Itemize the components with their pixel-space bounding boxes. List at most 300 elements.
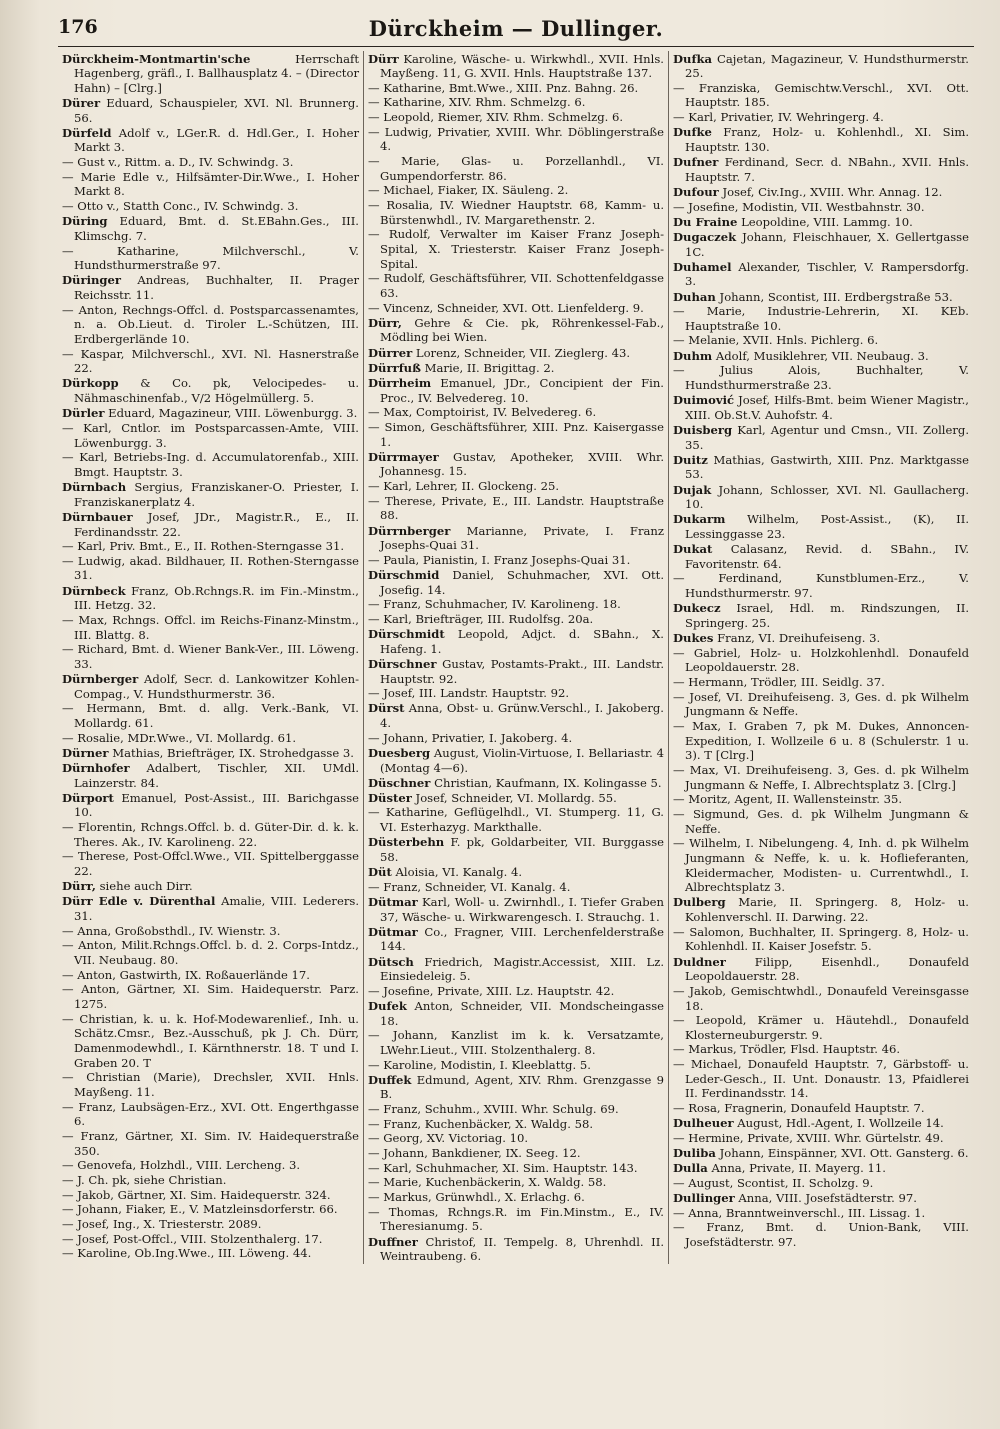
directory-entry [673,955,969,984]
entry-details: — Josefine, Private, XIII. Lz. Hauptstr. 42. [368,983,615,998]
entry-details: Cajetan, Magazineur, V. Hundsthurmerstr. 25. [685,51,969,81]
entry-details: — Ferdinand, Kunstblumen-Erz., V. Hundsthurmerstr. 97. [673,571,969,601]
entry-details: — Jakob, Gemischtwhdl., Donaufeld Vereinsgasse 18. [673,983,969,1013]
entry-surname: Dürkopp [62,376,119,391]
entry-surname: Dürrheim [368,375,432,390]
entry-details: — Josefine, Modistin, VII. Westbahnstr. 30. [673,199,925,214]
directory-entry [62,126,359,155]
entry-surname: Duffner [368,1234,418,1249]
directory-subentry [62,1188,359,1203]
directory-subentry [368,494,664,523]
entry-details: Mathias, Briefträger, IX. Strohedgasse 3. [112,745,354,760]
entry-details: Josef, Schneider, VI. Mollardg. 55. [415,790,617,805]
directory-entry [368,1235,664,1264]
entry-details: Sergius, Franziskaner-O. Priester, I. Franziskanerplatz 4. [74,480,360,509]
entry-details: — Anna, Branntweinverschl., III. Lissag. 1. [673,1205,926,1220]
directory-entry [62,879,359,894]
entry-details: Johann, Schlosser, XVI. Nl. Gaullacherg. 10. [685,482,970,512]
directory-entry [62,791,359,820]
entry-details: — Anton, Gärtner, XI. Sim. Haidequerstr. Parz. 1275. [62,982,359,1011]
entry-details: — Gabriel, Holz- u. Holzkohlenhdl. Donaufeld Leopoldauerstr. 28. [673,645,969,675]
directory-subentry [368,1131,664,1146]
entry-details: Alexander, Tischler, V. Rampersdorfg. 3. [685,259,969,289]
directory-subentry [62,244,359,273]
entry-details: Anna, Private, II. Mayerg. 11. [711,1161,886,1176]
entry-surname: Dürnbeck [62,583,126,598]
entry-details: Marie, II. Brigittag. 2. [424,360,555,375]
entry-details: — Marie, Industrie-Lehrerin, XI. KEb. Hauptstraße 10. [673,304,969,333]
entry-details: — Katharine, XIV. Rhm. Schmelzg. 6. [368,95,586,110]
directory-subentry [62,1129,359,1158]
directory-entry [368,627,664,656]
directory-entry [62,214,359,243]
entry-surname: Duliba [673,1146,716,1161]
entry-details: — Johann, Bankdiener, IX. Seeg. 12. [368,1146,581,1161]
entry-surname: Dürr [368,51,399,66]
entry-details: — Katharine, Geflügelhdl., VI. Stumperg. 11, G. VI. Esterhazyg. Markthalle. [368,805,664,835]
entry-details: — Johann, Fiaker, E., V. Matzleinsdorferstr. 66. [62,1202,338,1217]
entry-details: Co., Fragner, VIII. Lerchenfelderstraße 144. [380,924,664,954]
entry-details: — Franz, Schuhm., XVIII. Whr. Schulg. 69. [368,1102,619,1117]
directory-subentry [62,1012,359,1071]
entry-details: — Markus, Trödler, Flsd. Hauptstr. 46. [673,1042,901,1057]
directory-entry [368,701,664,730]
entry-details: — Josef, VI. Dreihufeiseng. 3, Ges. d. pk Wilhelm Jungmann & Neffe. [673,689,969,719]
entry-details: — Karl, Lehrer, II. Glockeng. 25. [368,479,560,494]
directory-entry [673,512,969,541]
directory-subentry [673,1042,969,1057]
directory-entry [673,125,969,154]
entry-details: Gustav, Apotheker, XVIII. Whr. Johannesg. 15. [380,449,665,479]
entry-details: — Christian, k. u. k. Hof-Modewarenlief., Inh. u. Schätz.Cmsr., Bez.-Ausschuß, pk J. Ch. Dürr, Damenmodewhdl., I. Kärnthnerstr. 18. T und I. Graben 20. T [62,1011,359,1070]
entry-surname: Dürst [368,701,405,716]
entry-details: — Genovefa, Holzhdl., VIII. Lercheng. 3. [62,1158,301,1173]
entry-details: Adolf, Musiklehrer, VII. Neubaug. 3. [715,348,929,363]
directory-entry [62,894,359,923]
entry-details: Wilhelm, Post-Assist., (K), II. Lessinggasse 23. [685,512,970,541]
entry-surname: Dürnbauer [62,509,133,524]
directory-entry [368,746,664,775]
directory-entry [368,925,664,954]
entry-surname: Düt [368,865,392,880]
entry-details: Anton, Schneider, VII. Mondscheingasse 18. [380,999,664,1028]
entry-details: — Anna, Großobsthdl., IV. Wienstr. 3. [62,923,281,938]
directory-entry [368,865,664,880]
entry-details: Leopold, Adjct. d. SBahn., X. Hafeng. 1. [380,627,664,656]
entry-details: — Hermine, Private, XVIII. Whr. Gürtelstr. 49. [673,1130,944,1145]
entry-details: — Franz, Kuchenbäcker, X. Waldg. 58. [368,1116,594,1131]
entry-surname: Dürr, [62,879,96,894]
directory-subentry [62,303,359,347]
entry-surname: Dürr Edle v. Dürenthal [62,894,216,909]
entry-details: Josef, JDr., Magistr.R., E., II. Ferdinandsstr. 22. [74,509,360,539]
directory-entry [673,1191,969,1206]
directory-entry [368,657,664,686]
directory-subentry [62,924,359,939]
directory-subentry [673,81,969,110]
entry-surname: Dürschmid [368,567,440,582]
entry-surname: Dürnhofer [62,761,130,775]
directory-subentry [368,183,664,198]
directory-subentry [673,792,969,807]
directory-entry [368,568,664,597]
directory-entry [368,1073,664,1102]
directory-subentry [368,198,664,227]
entry-surname: Dufek [368,999,407,1013]
entry-surname: Dulheuer [673,1116,734,1131]
entry-details: — Karoline, Modistin, I. Kleeblattg. 5. [368,1057,591,1072]
directory-subentry [368,686,664,701]
directory-subentry [673,1220,969,1249]
directory-subentry [62,642,359,671]
entry-details: — Paula, Pianistin, I. Franz Josephs-Quai 31. [368,552,631,567]
directory-subentry [673,1176,969,1191]
entry-details: — Marie, Glas- u. Porzellanhdl., VI. Gumpendorferstr. 86. [368,154,664,183]
entry-details: — Johann, Privatier, I. Jakoberg. 4. [368,730,573,745]
directory-subentry [673,333,969,348]
directory-subentry [62,613,359,642]
entry-details: Adolf v., LGer.R. d. Hdl.Ger., I. Hoher Markt 3. [74,125,360,155]
entry-details: Andreas, Buchhalter, II. Prager Reichsstr. 11. [74,273,360,302]
entry-details: — Therese, Private, E., III. Landstr. Hauptstraße 88. [368,493,664,523]
entry-details: Johann, Fleischhauer, X. Gellertgasse 1C. [685,229,969,259]
entry-details: — Hermann, Bmt. d. allg. Verk.-Bank, VI. Mollardg. 61. [62,701,359,731]
entry-surname: Duesberg [368,745,431,760]
entry-surname: Dürner [62,745,109,760]
entry-details: — Anton, Milit.Rchngs.Offcl. b. d. 2. Corps-Intdz., VII. Neubaug. 80. [62,938,359,968]
entry-details: — Anton, Gastwirth, IX. Roßauerlände 17. [62,967,310,982]
directory-entry [368,450,664,479]
directory-subentry [62,1173,359,1188]
directory-subentry [62,1070,359,1099]
directory-subentry [673,363,969,392]
directory-entry [673,1146,969,1161]
directory-entry [368,835,664,864]
entry-surname: Dütsch [368,954,414,969]
directory-entry [368,346,664,361]
entry-surname: Dürport [62,790,114,805]
directory-subentry [368,154,664,183]
directory-entry [673,393,969,422]
directory-subentry [368,479,664,494]
directory-subentry [368,1117,664,1132]
directory-subentry [368,1205,664,1234]
entry-details: Franz, VI. Dreihufeiseng. 3. [717,631,881,646]
entry-details: Leopoldine, VIII. Lammg. 10. [741,214,913,229]
directory-subentry [62,554,359,583]
directory-entry [673,453,969,482]
directory-subentry [62,1217,359,1232]
entry-details: — August, Scontist, II. Scholzg. 9. [673,1175,874,1190]
entry-details: — Katharine, Bmt.Wwe., XIII. Pnz. Bahng. 26. [368,80,639,95]
page-header [58,16,974,47]
directory-entry [62,273,359,302]
entry-details: — Michael, Fiaker, IX. Säuleng. 2. [368,183,569,198]
entry-details: August, Violin-Virtuose, I. Bellariastr. 4 (Montag 4—6). [380,745,664,775]
directory-subentry [62,1202,359,1217]
entry-details: Amalie, VIII. Lederers. 31. [74,894,359,924]
directory-subentry [368,81,664,96]
entry-surname: Dukarm [673,512,726,527]
entry-details: — Max, I. Graben 7, pk M. Dukes, Annoncen-Expedition, I. Wollzeile 6 u. 8 (Schulerstr. 1 u. 3). T [Clrg.] [673,719,969,763]
entry-details: Ferdinand, Secr. d. NBahn., XVII. Hnls. Hauptstr. 7. [685,155,970,184]
directory-subentry [673,110,969,125]
entry-surname: Dürckheim-Montmartin'sche [62,51,251,66]
directory-entry [673,423,969,452]
entry-details: — Rosalia, IV. Wiedner Hauptstr. 68, Kamm- u. Bürstenwhdl., IV. Margarethenstr. 2. [368,198,664,227]
entry-details: Christian, Kaufmann, IX. Kolingasse 5. [434,775,662,790]
directory-subentry [368,1161,664,1176]
directory-entry [673,230,969,259]
entry-details: — Katharine, Milchverschl., V. Hundsthurmerstraße 97. [62,243,359,273]
directory-entry [673,483,969,512]
entry-surname: Dukes [673,631,714,646]
entry-details: — Karl, Briefträger, III. Rudolfsg. 20a. [368,611,594,626]
entry-surname: Dulla [673,1161,708,1176]
directory-entry [368,376,664,405]
entry-details: — Rudolf, Geschäftsführer, VII. Schottenfeldgasse 63. [368,271,664,300]
entry-details: Adolf, Secr. d. Lankowitzer Kohlen-Compag., V. Hundsthurmerstr. 36. [74,672,360,701]
directory-subentry [368,731,664,746]
directory-subentry [368,1102,664,1117]
directory-entry [62,96,359,125]
directory-entry [62,584,359,613]
entry-details: Marie, II. Springerg. 8, Holz- u. Kohlenverschl. II. Darwing. 22. [685,895,969,925]
entry-details: — Karl, Priv. Bmt., E., II. Rothen-Sterngasse 31. [62,539,345,554]
directory-entry [62,746,359,761]
entry-details: — Jakob, Gärtner, XI. Sim. Haidequerstr. 324. [62,1187,331,1202]
entry-details: — Franz, Bmt. d. Union-Bank, VIII. Josefstädterstr. 97. [673,1220,969,1249]
entry-surname: Duldner [673,954,726,969]
entry-details: Filipp, Eisenhdl., Donaufeld Leopoldauerstr. 28. [685,954,970,984]
entry-surname: Dulberg [673,895,726,910]
directory-subentry [62,1158,359,1173]
entry-details: — Leopold, Riemer, XIV. Rhm. Schmelzg. 6. [368,110,624,125]
directory-entry [673,895,969,924]
directory-subentry [368,1146,664,1161]
entry-details: Johann, Einspänner, XVI. Ott. Gansterg. 6. [719,1146,969,1161]
directory-subentry [673,719,969,763]
directory-subentry [62,1100,359,1129]
entry-surname: Dürler [62,406,105,421]
entry-surname: Dufour [673,184,719,199]
entry-details: — Christian (Marie), Drechsler, XVII. Hnls. Mayßeng. 11. [62,1070,359,1099]
entry-details: — Michael, Donaufeld Hauptstr. 7, Gärbstoff- u. Leder-Gesch., II. Unt. Donaustr. 13, Pfaidlerei II. Ferdinandsstr. 14. [673,1057,969,1101]
directory-subentry [368,597,664,612]
entry-details: — Leopold, Krämer u. Häutehdl., Donaufeld Klosterneuburgerstr. 9. [673,1013,969,1042]
entry-details: — Rosa, Fragnerin, Donaufeld Hauptstr. 7. [673,1101,925,1116]
entry-details: — Ludwig, Privatier, XVIII. Whr. Döblingerstraße 4. [368,124,664,154]
entry-surname: Duhamel [673,259,732,274]
directory-subentry [673,690,969,719]
entry-details: Karoline, Wäsche- u. Wirkwhdl., XVII. Hnls. Mayßeng. 11, G. XVII. Hnls. Hauptstraße 137. [380,51,664,81]
directory-subentry [368,1028,664,1057]
directory-subentry [368,553,664,568]
directory-entry [673,631,969,646]
directory-entry [673,1161,969,1176]
directory-columns [58,51,974,1264]
entry-details: — J. Ch. pk, siehe Christian. [62,1172,227,1187]
entry-details: siehe auch Dirr. [99,879,193,894]
entry-details: — Max, VI. Dreihufeiseng. 3, Ges. d. pk Wilhelm Jungmann & Neffe, I. Albrechtsplatz 3. [Clrg.] [673,763,969,792]
entry-details: — Thomas, Rchngs.R. im Fin.Minstm., E., IV. Theresianumg. 5. [368,1204,664,1234]
entry-details: — Georg, XV. Victoriag. 10. [368,1131,529,1146]
entry-surname: Duhm [673,348,713,363]
entry-surname: Dukat [673,542,713,557]
directory-entry [62,480,359,509]
entry-details: — Therese, Post-Offcl.Wwe., VII. Spittelberggasse 22. [62,849,359,879]
entry-surname: Dürschmidt [368,627,445,642]
entry-surname: Dürnbach [62,480,127,495]
directory-entry [368,524,664,553]
entry-details: Israel, Hdl. m. Rindszungen, II. Springerg. 25. [685,601,970,630]
directory-subentry [673,1131,969,1146]
directory-subentry [62,938,359,967]
directory-entry [673,1116,969,1131]
entry-surname: Düringer [62,273,122,288]
directory-entry [673,290,969,305]
entry-details: Karl, Woll- u. Zwirnhdl., I. Tiefer Graben 37, Wäsche- u. Wirkwarengesch. I. Strauchg. 1. [380,894,665,924]
entry-surname: Dürer [62,95,101,110]
entry-surname: Düring [62,214,108,229]
entry-details: — Markus, Grünwhdl., X. Erlachg. 6. [368,1190,585,1205]
directory-entry [62,52,359,96]
entry-details: Friedrich, Magistr.Accessist, XIII. Lz. Einsiedeleig. 5. [380,954,665,984]
directory-subentry [368,612,664,627]
directory-subentry [368,880,664,895]
directory-column-3 [668,51,973,1264]
entry-surname: Dürschner [368,656,437,671]
entry-surname: Dujak [673,482,712,497]
entry-details: Marianne, Private, I. Franz Josephs-Quai 31. [380,523,665,553]
entry-surname: Dufner [673,155,719,170]
entry-details: Eduard, Bmt. d. St.EBahn.Ges., III. Klimschg. 7. [74,214,359,243]
entry-details: Gustav, Postamts-Prakt., III. Landstr. Hauptstr. 92. [380,656,665,686]
directory-column-1 [58,51,363,1264]
directory-column-2 [363,51,668,1264]
directory-entry [368,361,664,376]
entry-surname: Dürrfuß [368,360,421,375]
entry-details: Franz, Ob.Rchngs.R. im Fin.-Minstm., III. Hetzg. 32. [74,583,359,613]
directory-entry [368,999,664,1028]
directory-subentry [62,1232,359,1247]
entry-details: — Josef, Post-Offcl., VIII. Stolzenthalerg. 17. [62,1231,323,1246]
entry-surname: Duffek [368,1072,412,1087]
entry-details: — Franziska, Gemischtw.Verschl., XVI. Ott. Hauptstr. 185. [673,80,969,110]
entry-details: Josef, Hilfs-Bmt. beim Wiener Magistr., XIII. Ob.St.V. Auhofstr. 4. [685,393,969,422]
entry-details: Aloisia, VI. Kanalg. 4. [395,865,523,880]
directory-entry [673,155,969,184]
directory-entry [62,672,359,701]
entry-details: — Sigmund, Ges. d. pk Wilhelm Jungmann & Neffe. [673,806,969,836]
entry-details: Anna, VIII. Josefstädterstr. 97. [738,1191,917,1206]
entry-details: — Karl, Cntlor. im Postsparcassen-Amte, VIII. Löwenburgg. 3. [62,420,359,450]
entry-details: — Otto v., Statth Conc., IV. Schwindg. 3. [62,199,299,214]
directory-subentry [673,571,969,600]
entry-details: — Franz, Laubsägen-Erz., XVI. Ott. Engerthgasse 6. [62,1099,359,1129]
entry-details: — Josef, III. Landstr. Hauptstr. 92. [368,686,570,701]
entry-surname: Du Fraine [673,214,738,229]
entry-details: — Marie, Kuchenbäckerin, X. Waldg. 58. [368,1175,607,1190]
directory-entry [62,510,359,539]
directory-subentry [368,420,664,449]
directory-subentry [368,984,664,999]
directory-entry [673,542,969,571]
entry-details: August, Hdl.-Agent, I. Wollzeile 14. [737,1116,944,1131]
entry-details: — Richard, Bmt. d. Wiener Bank-Ver., III. Löweng. 33. [62,642,359,671]
running-title: Dürckheim — Dullinger. [368,16,664,41]
directory-subentry [673,807,969,836]
entry-surname: Dürrnberger [368,523,451,538]
directory-subentry [673,304,969,333]
entry-surname: Duisberg [673,422,733,437]
directory-entry [62,761,359,790]
entry-details: — Melanie, XVII. Hnls. Pichlerg. 6. [673,333,879,348]
directory-subentry [62,450,359,479]
entry-details: Herrschaft Hagenberg, gräfl., I. Ballhausplatz 4. – (Director Hahn) – [Clrg.] [74,51,359,95]
directory-subentry [673,1057,969,1101]
directory-entry [368,316,664,345]
entry-details: — Kaspar, Milchverschl., XVI. Nl. Hasnerstraße 22. [62,346,359,376]
directory-subentry [673,1206,969,1221]
directory-subentry [673,984,969,1013]
entry-details: Franz, Holz- u. Kohlenhdl., XI. Sim. Hauptstr. 130. [685,125,970,154]
entry-surname: Duimović [673,393,735,408]
directory-subentry [368,1190,664,1205]
entry-details: Anna, Obst- u. Grünw.Verschl., I. Jakoberg. 4. [380,701,664,731]
entry-details: Karl, Agentur und Cmsn., VII. Zollerg. 35. [685,422,970,452]
directory-entry [673,52,969,81]
entry-details: — Franz, Schuhmacher, IV. Karolineng. 18. [368,597,621,612]
entry-details: — Vincenz, Schneider, XVI. Ott. Lienfelderg. 9. [368,300,644,315]
directory-subentry [673,763,969,792]
entry-details: Emanuel, JDr., Concipient der Fin. Proc., IV. Belvedereg. 10. [380,375,664,405]
directory-subentry [62,155,359,170]
entry-details: Mathias, Gastwirth, XIII. Pnz. Marktgasse 53. [685,452,969,482]
entry-details: Lorenz, Schneider, VII. Zieglerg. 43. [415,345,631,360]
entry-details: Daniel, Schuhmacher, XVI. Ott. Josefig. 14. [380,567,664,597]
directory-subentry [62,421,359,450]
directory-entry [368,791,664,806]
entry-surname: Dürrmayer [368,449,439,464]
entry-details: — Wilhelm, I. Nibelungeng. 4, Inh. d. pk Wilhelm Jungmann & Neffe, k. u. k. Hoflieferanten, Kleidermacher, Modisten- u. Currentwhdl., I. Albrechtsplatz 3. [673,836,969,895]
entry-surname: Dullinger [673,1191,735,1206]
directory-subentry [673,925,969,954]
entry-details: — Johann, Kanzlist im k. k. Versatzamte, LWehr.Lieut., VIII. Stolzenthalerg. 8. [368,1028,664,1057]
directory-entry [673,215,969,230]
entry-surname: Düster [368,790,412,805]
directory-subentry [368,1175,664,1190]
entry-surname: Dütmar [368,924,418,939]
page-number: 176 [58,16,98,38]
directory-subentry [673,1013,969,1042]
entry-details: Christof, II. Tempelg. 8, Uhrenhdl. II. Weintraubeng. 6. [380,1234,665,1264]
entry-details: Eduard, Magazineur, VIII. Löwenburgg. 3. [108,406,358,421]
entry-details: — Ludwig, akad. Bildhauer, II. Rothen-Sterngasse 31. [62,553,359,583]
directory-entry [62,406,359,421]
entry-details: — Franz, Gärtner, XI. Sim. IV. Haidequerstraße 350. [62,1128,359,1158]
directory-subentry [62,849,359,878]
directory-entry [62,376,359,405]
entry-details: Johann, Scontist, III. Erdbergstraße 53. [719,289,953,304]
directory-subentry [62,539,359,554]
directory-subentry [368,1058,664,1073]
entry-surname: Dürrer [368,345,413,360]
directory-entry [673,185,969,200]
directory-entry [368,895,664,924]
entry-details: — Max, Rchngs. Offcl. im Reichs-Finanz-Minstm., III. Blattg. 8. [62,612,359,642]
directory-subentry [368,110,664,125]
